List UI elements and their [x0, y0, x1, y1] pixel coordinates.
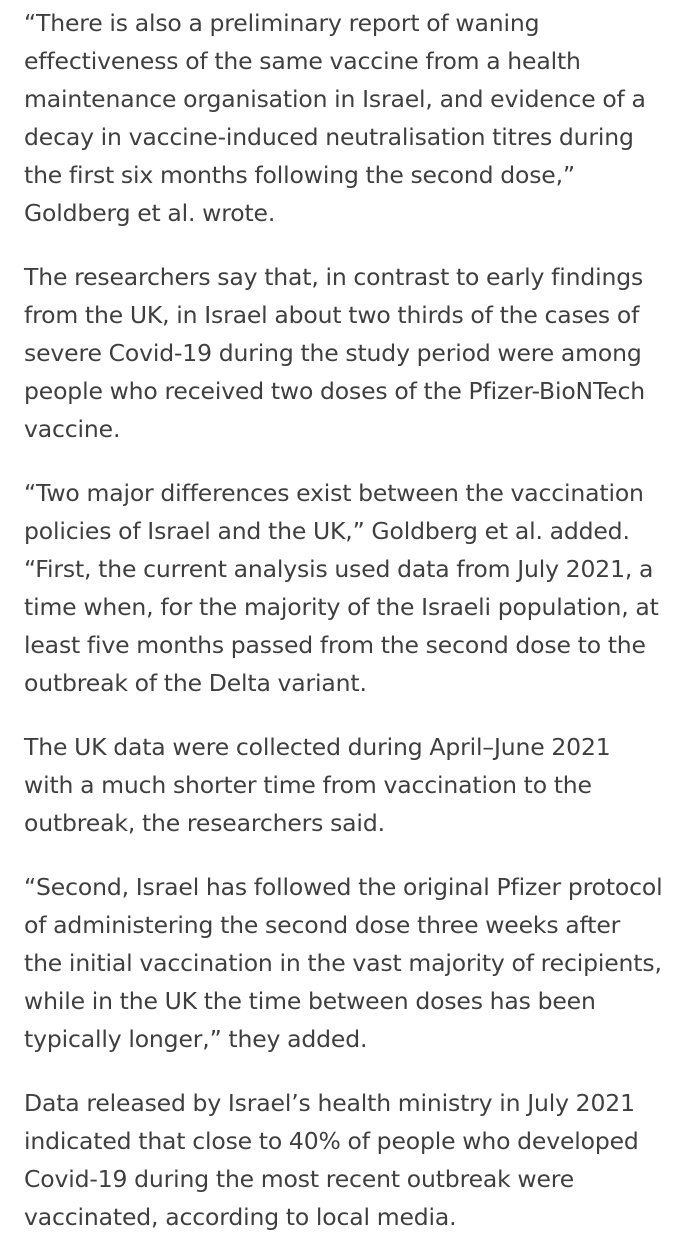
paragraph-line: outbreak, the researchers said.	[24, 809, 385, 837]
paragraph-line: the initial vaccination in the vast majority of recipients,	[24, 949, 662, 977]
paragraph-line: severe Covid-19 during the study period were among	[24, 339, 642, 367]
paragraph-line: Goldberg et al. wrote.	[24, 199, 276, 227]
paragraph-line: effectiveness of the same vaccine from a health	[24, 47, 581, 75]
paragraph-line: “There is also a preliminary report of waning	[24, 9, 540, 37]
paragraph-6	[24, 1084, 668, 1236]
paragraph-line: maintenance organisation in Israel, and evidence of a	[24, 85, 646, 113]
paragraph-line: of administering the second dose three weeks after	[24, 911, 621, 939]
paragraph-line: the first six months following the second dose,”	[24, 161, 575, 189]
paragraph-line: indicated that close to 40% of people who developed	[24, 1127, 639, 1155]
paragraph-line: “Second, Israel has followed the original Pfizer protocol	[24, 873, 663, 901]
paragraph-line: while in the UK the time between doses has been	[24, 987, 596, 1015]
paragraph-line: least five months passed from the second dose to the	[24, 631, 646, 659]
paragraph-line: people who received two doses of the Pfizer-BioNTech	[24, 377, 646, 405]
paragraph-line: The UK data were collected during April–June 2021	[24, 733, 611, 761]
paragraph-line: with a much shorter time from vaccination to the	[24, 771, 592, 799]
paragraph-line: time when, for the majority of the Israeli population, at	[24, 593, 659, 621]
paragraph-line: policies of Israel and the UK,” Goldberg et al. added.	[24, 517, 630, 545]
paragraph-line: Data released by Israel’s health ministry in July 2021	[24, 1089, 635, 1117]
paragraph-line: “First, the current analysis used data from July 2021, a	[24, 555, 654, 583]
paragraph-1	[24, 4, 668, 232]
paragraph-line: decay in vaccine-induced neutralisation titres during	[24, 123, 634, 151]
paragraph-5	[24, 868, 668, 1058]
paragraph-line: “Two major differences exist between the vaccination	[24, 479, 644, 507]
paragraph-line: Covid-19 during the most recent outbreak were	[24, 1165, 575, 1193]
paragraph-line: from the UK, in Israel about two thirds of the cases of	[24, 301, 640, 329]
paragraph-line: outbreak of the Delta variant.	[24, 669, 367, 697]
paragraph-line: vaccinated, according to local media.	[24, 1203, 457, 1231]
paragraph-2	[24, 258, 668, 448]
paragraph-line: typically longer,” they added.	[24, 1025, 368, 1053]
paragraph-4	[24, 728, 668, 842]
paragraph-3	[24, 474, 668, 702]
paragraph-line: vaccine.	[24, 415, 121, 443]
paragraph-line: The researchers say that, in contrast to early findings	[24, 263, 644, 291]
